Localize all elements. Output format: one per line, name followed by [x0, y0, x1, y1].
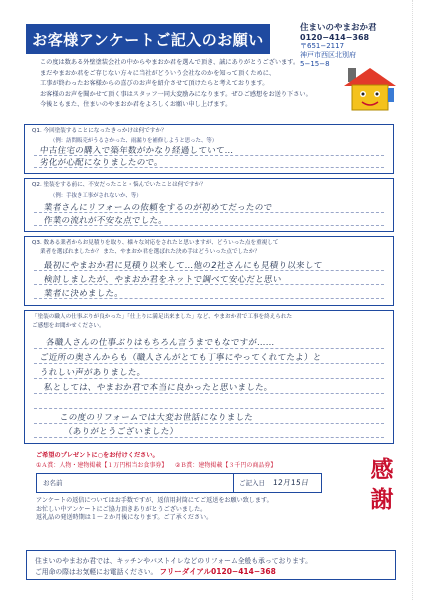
date-value: 12月15日 — [272, 478, 310, 487]
q2-answer-line-1: 業者さんにリフォームの依頼をするのが初めてだったので — [43, 203, 273, 213]
contact-line-2 — [35, 566, 276, 577]
question-3-text-2: 業者を選ばれましたか？ また、やまおか君を選ばれた決め手はどういった点でしたか？ — [40, 249, 260, 255]
question-2-text: Q2. 塗装をする前に、不安だったこと・悩んでいたことは何ですか？ — [32, 182, 206, 188]
intro-line: 工事が終わったお客様からの喜びのお声を紹介させて頂けたらと考えております。 — [40, 80, 269, 88]
intro-line: この度は数ある外壁塗装会社の中からやまおか君を選んで頂き、誠にありがとうございます。 — [40, 59, 300, 66]
company-address-2: 5−15−8 — [300, 60, 330, 68]
present-option-a[interactable]: ①Ａ賞：人物・建物掲載【１万円相当お食事券】 — [36, 462, 168, 469]
question-4-text-1: 「塗装の職人の仕事ぶりが良かった」「仕上りに満足出来ました」など、やまおか君で工事を終えられた — [32, 314, 293, 320]
question-3-text-1: Q3. 数ある業者からお見積りを取り、様々な対応をされたと思いますが、どういった点を重視して — [32, 240, 279, 246]
date-label: ご記入日 — [239, 479, 265, 487]
q4-answer-line-3: うれしい声がありました。 — [39, 368, 147, 378]
answer-line — [34, 408, 384, 409]
company-address-1: 神戸市西区北別府 — [300, 51, 356, 59]
question-1-text: Q1. 今回塗装することになったきっかけは何ですか？ — [32, 128, 167, 134]
q1-answer-line-2: 劣化が心配になりましたので。 — [39, 158, 164, 168]
q3-answer-line-2: 検討しましたが、やまおか君をネットで調べて安心だと思い — [43, 275, 283, 285]
present-option-b[interactable]: ②Ｂ賞：建物掲載【３千円の商品券】 — [175, 462, 277, 469]
answer-line — [34, 437, 384, 438]
answer-line — [34, 363, 384, 364]
q1-answer-line-1: 中古住宅の購入で築年数がかなり経過していて… — [39, 146, 235, 156]
q4-answer-line-1: 各職人さんの仕事ぶりはもちろん言うまでもなですが…… — [45, 338, 276, 348]
company-name: 住まいのやまおか君 — [300, 23, 377, 33]
page-edge-rule — [412, 0, 413, 600]
q4-answer-line-4: 私としては、やまおか君で本当に良かったと思いました。 — [43, 383, 274, 393]
footer-line: アンケートの返信についてはお手数ですが、返信用封筒にてご返送をお願い致します。 — [36, 497, 273, 504]
present-heading: ご希望のプレゼントに○をお付けください。 — [36, 452, 159, 459]
kansha-char: 謝 — [370, 486, 394, 513]
q3-answer-line-3: 業者に決めました。 — [43, 289, 124, 299]
q4-answer-line-5: この度のリフォームでは大変お世話になりました — [59, 413, 254, 423]
company-phone: 0120−414−368 — [300, 33, 370, 42]
footer-notes — [36, 497, 336, 523]
q4-answer-line-6: （ありがとうございました） — [63, 427, 179, 437]
mascot-icon — [344, 66, 396, 112]
question-1-note: （例：訪問販売がうるさかった、雨漏りを補修しようと思った、等） — [50, 138, 218, 144]
answer-line — [34, 378, 384, 379]
q4-answer-line-2: ご近所の奥さんからも（職人さんがとても丁寧にやってくれてたよ）と — [39, 353, 323, 363]
answer-line — [34, 393, 384, 394]
name-date-box — [36, 473, 322, 493]
contact-box — [26, 550, 396, 580]
q3-answer-line-1: 最初にやまおか君に見積り以来して…他の2社さんにも見積り以来して — [43, 261, 323, 271]
footer-line: 返礼品の発送時期は１～２か月後になります。ご了承ください。 — [36, 514, 213, 522]
kansha-stamp — [366, 455, 398, 515]
company-postal: 〒651−2117 — [300, 42, 345, 50]
intro-text — [40, 58, 340, 111]
intro-line: まだやまおか君をご存じない方々に当社がどういう会社なのかを知って頂くために、 — [40, 69, 276, 77]
question-2-note: （例：手抜き工事がされないか、等） — [50, 193, 142, 199]
answer-line — [34, 348, 384, 349]
intro-line: 今後ともまた、住まいのやまおか君をよろしくお願い申し上げます。 — [40, 101, 232, 109]
kansha-char: 感 — [370, 456, 394, 483]
footer-line: お忙しい中アンケートにご協力頂きありがとうございました。 — [36, 505, 207, 513]
divider — [233, 474, 234, 492]
intro-line: お客様のお声を聞かせて頂く事はスタッフ一同大変励みになります。ぜひご感想をお送り下さい。 — [40, 90, 312, 98]
name-label: お名前 — [43, 479, 63, 487]
contact-phone[interactable]: フリーダイアル0120−414−368 — [159, 567, 276, 576]
present-options — [36, 460, 276, 469]
answer-line — [34, 423, 384, 424]
page-title: お客様アンケートご記入のお願い — [26, 24, 270, 54]
contact-prefix: ご用命の際はお気軽にお電話ください。 — [35, 568, 158, 576]
contact-line-1: 住まいのやまおか君では、キッチンやバストイレなどのリフォーム全般も承っております。 — [35, 557, 312, 565]
q2-answer-line-2: 作業の流れが不安な点でした。 — [43, 216, 168, 226]
question-4-text-2: ご感想をお聞かせください。 — [32, 323, 105, 329]
